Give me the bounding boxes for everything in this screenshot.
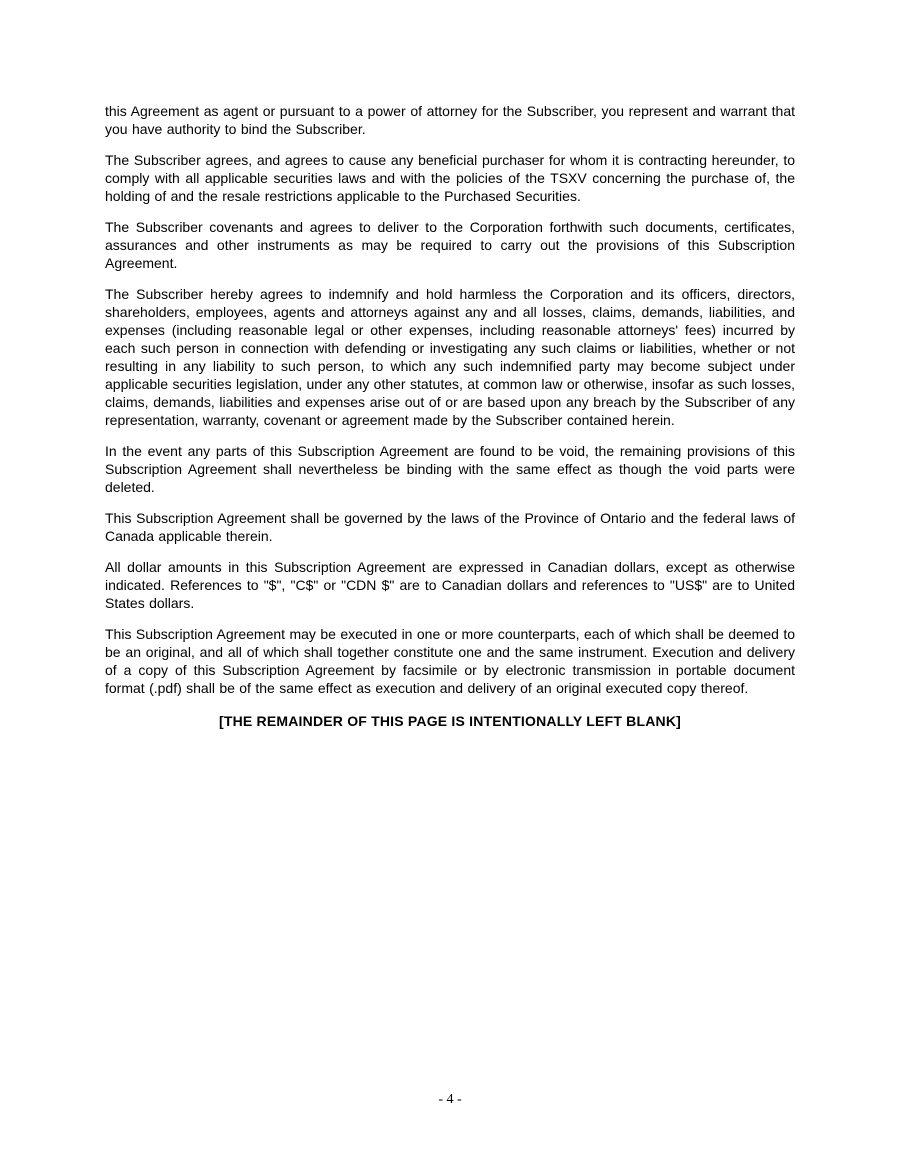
paragraph-currency: All dollar amounts in this Subscription Agreement are expressed in Canadian dollars, except as otherwise indicated. References to "$", "C$" or "CDN $" are to Canadian dollars and references to "US$" are to United States dollars. bbox=[105, 559, 795, 611]
paragraph-counterparts-execution: This Subscription Agreement may be executed in one or more counterparts, each of which shall be deemed to be an original, and all of which shall together constitute one and the same instrument. Execution and delivery of a copy of this Subscription Agreement by facsimile or by electronic transmission in portable document format (.pdf) shall be of the same effect as execution and delivery of an original executed copy thereof. bbox=[105, 626, 795, 696]
page-number: - 4 - bbox=[438, 1092, 462, 1107]
paragraph-governing-law: This Subscription Agreement shall be governed by the laws of the Province of Ontario and the federal laws of Canada applicable therein. bbox=[105, 510, 795, 544]
paragraph-securities-laws-compliance: The Subscriber agrees, and agrees to cause any beneficial purchaser for whom it is contracting hereunder, to comply with all applicable securities laws and with the policies of the TSXV concerning the purchase of, the holding of and the resale restrictions applicable to the Purchased Securities. bbox=[105, 152, 795, 204]
paragraph-severability: In the event any parts of this Subscription Agreement are found to be void, the remaining provisions of this Subscription Agreement shall nevertheless be binding with the same effect as though the void parts were deleted. bbox=[105, 443, 795, 495]
page-body-text bbox=[105, 102, 795, 730]
paragraph-indemnification: The Subscriber hereby agrees to indemnify and hold harmless the Corporation and its officers, directors, shareholders, employees, agents and attorneys against any and all losses, claims, demands, liabilities, and expenses (including reasonable legal or other expenses, including reasonable attorneys' fees) incurred by each such person in connection with defending or investigating any such claims or liabilities, whether or not resulting in any liability to such person, to which any such indemnified party may become subject under applicable securities legislation, under any other statutes, at common law or otherwise, insofar as such losses, claims, demands, liabilities and expenses arise out of or are based upon any breach by the Subscriber of any representation, warranty, covenant or agreement made by the Subscriber contained herein. bbox=[105, 286, 795, 428]
paragraph-covenant-deliver-documents: The Subscriber covenants and agrees to deliver to the Corporation forthwith such documents, certificates, assurances and other instruments as may be required to carry out the provisions of this Subscription Agreement. bbox=[105, 219, 795, 271]
paragraph-agent-authority: this Agreement as agent or pursuant to a power of attorney for the Subscriber, you represent and warrant that you have authority to bind the Subscriber. bbox=[105, 103, 795, 137]
remainder-blank-notice: [THE REMAINDER OF THIS PAGE IS INTENTIONALLY LEFT BLANK] bbox=[218, 713, 682, 729]
